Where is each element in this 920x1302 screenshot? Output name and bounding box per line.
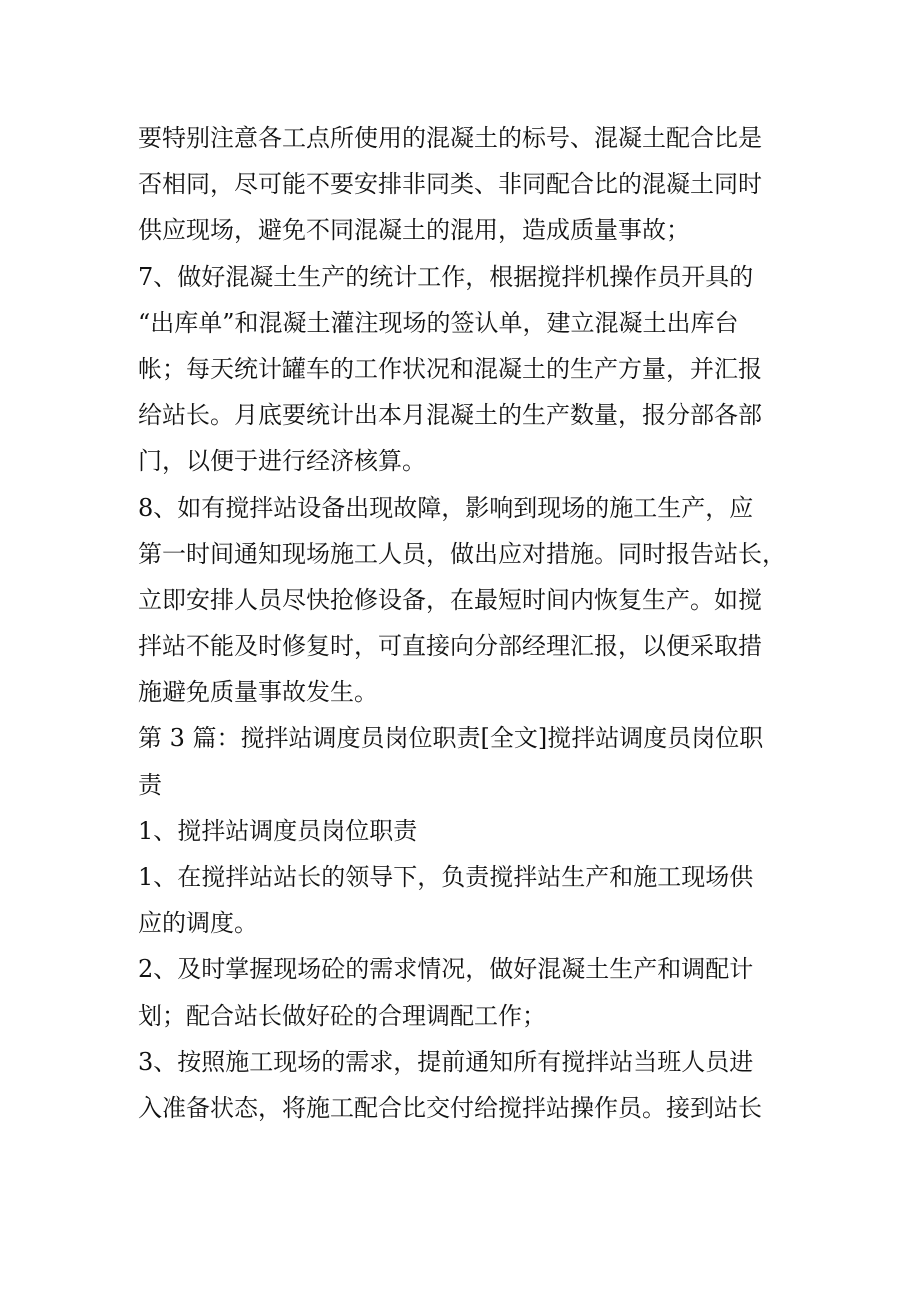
text-line: 7、做好混凝土生产的统计工作，根据搅拌机操作员开具的 — [138, 262, 754, 291]
text-line: 否相同，尽可能不要安排非同类、非同配合比的混凝土同时 — [138, 170, 762, 199]
text-line: 入准备状态，将施工配合比交付给搅拌站操作员。接到站长 — [138, 1093, 762, 1122]
text-line: “出库单”和混凝土灌注现场的签认单，建立混凝土出库台 — [138, 308, 739, 337]
text-line: 应的调度。 — [138, 909, 258, 938]
text-line: 拌站不能及时修复时，可直接向分部经理汇报，以便采取措 — [138, 632, 762, 661]
text-line: 供应现场，避免不同混凝土的混用，造成质量事故； — [138, 216, 690, 245]
text-line: 门，以便于进行经济核算。 — [138, 447, 426, 476]
text-line: 划；配合站长做好砼的合理调配工作； — [138, 1001, 546, 1030]
text-line: 3、按照施工现场的需求，提前通知所有搅拌站当班人员进 — [138, 1047, 754, 1076]
text-line: 给站长。月底要统计出本月混凝土的生产数量，报分部各部 — [138, 401, 762, 430]
text-line: 立即安排人员尽快抢修设备，在最短时间内恢复生产。如搅 — [138, 585, 762, 614]
section-heading-line: 责 — [138, 770, 162, 799]
text-line: 帐；每天统计罐车的工作状况和混凝土的生产方量，并汇报 — [138, 354, 762, 383]
text-line: 8、如有搅拌站设备出现故障，影响到现场的施工生产，应 — [138, 493, 754, 522]
text-line: 第一时间通知现场施工人员，做出应对措施。同时报告站长， — [138, 539, 786, 568]
text-line: 1、在搅拌站站长的领导下，负责搅拌站生产和施工现场供 — [138, 863, 754, 891]
document-body — [138, 115, 788, 1131]
text-line: 1、搅拌站调度员岗位职责 — [138, 816, 418, 845]
section-heading-line: 第 3 篇：搅拌站调度员岗位职责[全文]搅拌站调度员岗位职 — [138, 724, 764, 753]
text-line: 2、及时掌握现场砼的需求情况，做好混凝土生产和调配计 — [138, 955, 754, 984]
text-line: 施避免质量事故发生。 — [138, 678, 378, 707]
text-line: 要特别注意各工点所使用的混凝土的标号、混凝土配合比是 — [138, 124, 762, 152]
